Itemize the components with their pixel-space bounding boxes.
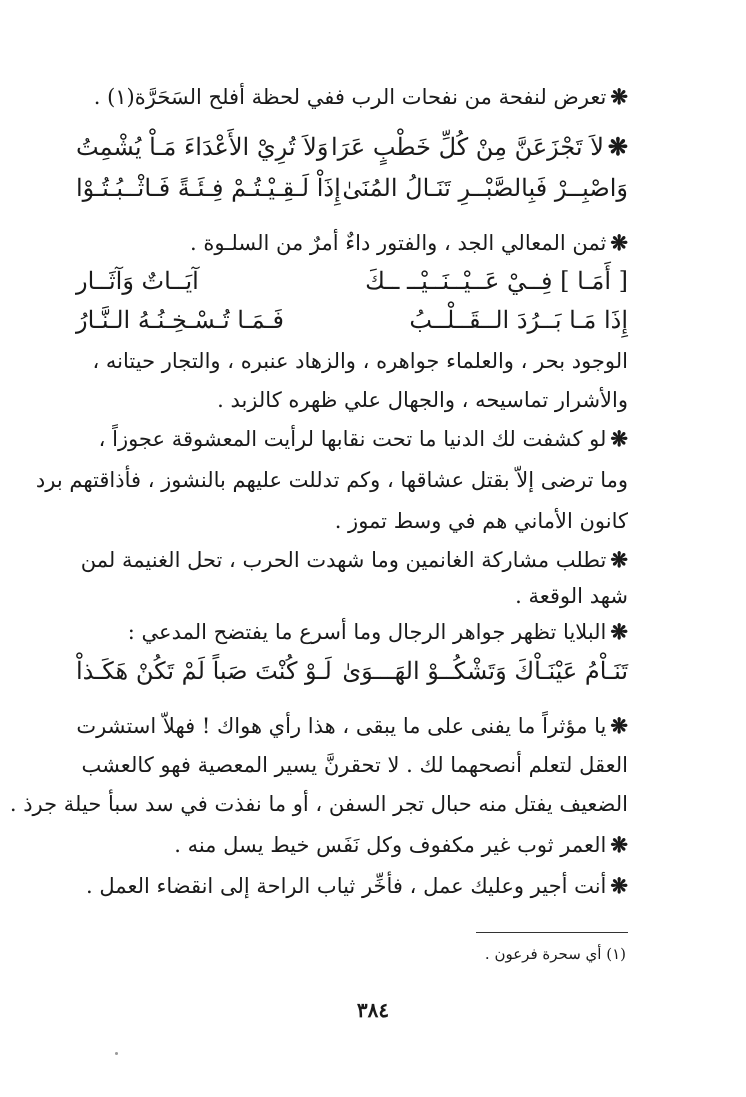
text-line — [76, 830, 628, 860]
verse-hemistich-left: آيَــاتٌ وَآثَــار — [76, 267, 199, 295]
footnote-divider — [476, 932, 628, 933]
line-text: والأشرار تماسيحه ، والجهال علي ظهره كالزبد . — [217, 388, 628, 412]
line-text: تعرض لنفحة من نفحات الرب ففي لحظة أفلح السَحَرَّة(١) . — [93, 85, 607, 109]
line-text: شهد الوقعة . — [515, 584, 628, 608]
asterism-icon: ❋ — [610, 230, 628, 255]
line-text: وما ترضى إلاّ بقتل عشاقها ، وكم تدللت عليهم بالنشوز ، فأذاقتهم برد — [35, 468, 628, 492]
asterism-icon: ❋ — [610, 832, 628, 857]
line-text: تطلب مشاركة الغانمين وما شهدت الحرب ، تحل الغنيمة لمن — [80, 548, 607, 572]
verse-hemistich-left: وَلاَ تُرِيْ الأَعْدَاءَ مَـاْ يُشْمِتُ — [76, 133, 329, 161]
text-line — [76, 424, 628, 454]
verse-hemistich-left: إِذَاْ لَـقِـيْـتُـمْ فِـئَـةً فَـاثْــبُـتُـوْا — [76, 174, 341, 202]
text-line — [76, 711, 628, 741]
verse-hemistich-right: وَاصْبِــرْ فَبِالصَّبْــرِ تَنَـالُ المُنَىٰ — [342, 174, 628, 202]
line-text: كانون الأماني هم في وسط تموز . — [334, 509, 628, 533]
text-line — [76, 617, 628, 647]
text-line — [76, 750, 628, 780]
line-text: أنت أجير وعليك عمل ، فأخِّر ثياب الراحة إلى انقضاء العمل . — [86, 874, 607, 898]
line-text: الضعيف يفتل منه حبال تجر السفن ، أو ما نفذت في سد سبأ حيلة جرذ . — [9, 792, 628, 816]
verse-hemistich-right: إِذَا مَـا بَــرُدَ الــقَــلْــبُ — [409, 306, 628, 334]
verse-hemistich-right: [ أَمَـا ] فِــيْ عَــيْــنَــيْــ ــكَ — [365, 267, 628, 295]
verse-hemistich-right — [331, 132, 628, 162]
text-line — [76, 385, 628, 415]
text-line — [76, 871, 628, 901]
verse-hemistich-left: فَـمَـا تُـسْـخِـنُـهُ الـنَّـارُ — [76, 306, 284, 334]
asterism-icon: ❋ — [610, 873, 628, 898]
asterism-icon: ❋ — [610, 547, 628, 572]
line-text: يا مؤثراً ما يفنى على ما يبقى ، هذا رأي هواك ! فهلاّ استشرت — [76, 714, 607, 738]
asterism-icon: ❋ — [610, 619, 628, 644]
footnote: (١) أي سحرة فرعون . — [484, 945, 626, 963]
asterism-icon: ❋ — [610, 713, 628, 738]
text-line — [76, 346, 628, 376]
asterism-icon: ❋ — [607, 132, 628, 161]
verse-hemistich-right: تَنَـاْمُ عَيْنَـاْكَ وَتَشْكُــوْ الهَـــوَىٰ — [342, 657, 628, 685]
text-line — [9, 789, 628, 819]
line-text: العقل لتعلم أنصحهما لك . لا تحقرنَّ يسير المعصية فهو كالعشب — [81, 753, 628, 777]
text-line — [76, 545, 628, 575]
page-number: ٣٨٤ — [356, 998, 390, 1022]
verse-hemistich-left: لَـوْ كُنْتَ صَباً لَمْ تَكُنْ هَكَـذاْ — [76, 657, 332, 685]
text-line — [76, 506, 628, 536]
text-line — [76, 82, 628, 112]
text-line — [76, 228, 628, 258]
line-text: لو كشفت لك الدنيا ما تحت نقابها لرأيت المعشوقة عجوزاً ، — [98, 427, 607, 451]
line-text: العمر ثوب غير مكفوف وكل نَفَس خيط يسل منه . — [174, 833, 607, 857]
asterism-icon: ❋ — [610, 84, 628, 109]
line-text: الوجود بحر ، والعلماء جواهره ، والزهاد عنبره ، والتجار حيتانه ، — [92, 349, 628, 373]
verse-text: لاَ تَجْزَعَنَّ مِنْ كُلِّ خَطْبٍ عَرَا — [331, 133, 604, 161]
text-line — [35, 465, 628, 495]
line-text: البلايا تظهر جواهر الرجال وما أسرع ما يفتضح المدعي : — [127, 620, 607, 644]
text-line — [76, 581, 628, 611]
scan-speck — [115, 1052, 118, 1055]
asterism-icon: ❋ — [610, 426, 628, 451]
line-text: ثمن المعالي الجد ، والفتور داءٌ أمرٌ من السلـوة . — [190, 231, 607, 255]
